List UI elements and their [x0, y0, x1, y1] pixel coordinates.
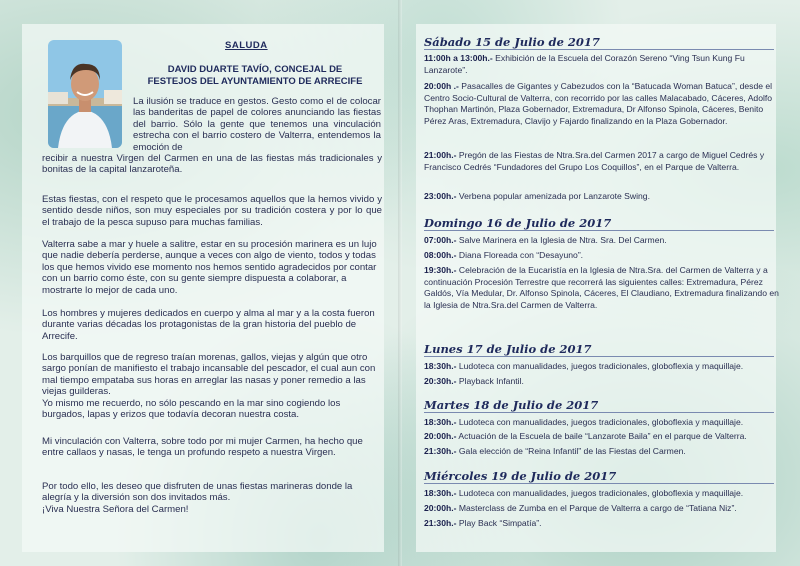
paragraph-5-part-a: Los barquillos que de regreso traían morenas, gallos, viejas y algún que otro sargo ponían de manifiesto el trabajo incansable del pescador, el cual aun con mal tiempo empataba sus horas en arreglar las nasas y poner remedio a las viejas guilderas. [42, 352, 376, 398]
schedule-item [424, 361, 780, 373]
greeting-paragraph-3: Valterra sabe a mar y huele a salitre, estar en su procesión marinera es un lujo que nadie debería perderse, aunque a veces con algo de viento, todos y todas los que hemos vivido ese momento nos hemos sentido agradecidos por contar con un barrio como éste, con su gente siempre dispuesta a colaborar, a mostrarte lo mejor de cada uno. [42, 239, 377, 296]
greeting-paragraph-6: Mi vinculación con Valterra, sobre todo por mi mujer Carmen, ha hecho que entre callaos y nasas, le tenga un profundo respeto a nuestra Virgen. [42, 436, 363, 459]
event-time: 18:30h.- [424, 361, 457, 371]
event-description: Ludoteca con manualidades, juegos tradicionales, globoflexia y maquillaje. [456, 417, 744, 427]
page-fold [398, 0, 402, 566]
event-time: 20:30h.- [424, 376, 457, 386]
schedule-item [424, 488, 780, 500]
event-description: Ludoteca con manualidades, juegos tradicionales, globoflexia y maquillaje. [456, 361, 744, 371]
event-description: Exhibición de la Escuela del Corazón Sereno “Ving Tsun Kung Fu Lanzarote”. [424, 53, 745, 75]
event-time: 07:00h.- [424, 235, 457, 245]
event-description: Ludoteca con manualidades, juegos tradicionales, globoflexia y maquillaje. [456, 488, 744, 498]
day-heading-tuesday: Martes 18 de Julio de 2017 [424, 398, 774, 413]
day-heading-sunday: Domingo 16 de Julio de 2017 [424, 216, 774, 231]
greeting-paragraph-1b: recibir a nuestra Virgen del Carmen en una de las fiestas más tradicionales y bonitas de la capital lanzaroteña. [42, 153, 382, 176]
closing-cheer: ¡Viva Nuestra Señora del Carmen! [42, 503, 189, 515]
event-time: 18:30h.- [424, 417, 457, 427]
schedule-item [424, 191, 780, 203]
event-time: 08:00h.- [424, 250, 457, 260]
event-description: Salve Marinera en la Iglesia de Ntra. Sra. Del Carmen. [456, 235, 667, 245]
day-heading-wednesday: Miércoles 19 de Julio de 2017 [424, 469, 774, 484]
event-time: 20:00h.- [424, 503, 457, 513]
event-description: Diana Floreada con “Desayuno”. [456, 250, 584, 260]
schedule-item [424, 503, 780, 515]
paragraph-5-part-b: Yo mismo me recuerdo, no sólo pescando en la mar sino cogiendo los burgados, lapas y erizos que todavía decoran nuestra costa. [42, 397, 341, 421]
event-time: 21:30h.- [424, 518, 457, 528]
event-description: Actuación de la Escuela de baile “Lanzarote Baila” en el parque de Valterra. [456, 431, 747, 441]
event-description: Pasacalles de Gigantes y Cabezudos con la “Batucada Woman Batuca”, desde el Centro Socio-Cultural de Valterra, con recorrido por las calles Malacabado, Cáceres, Adolfo Thophan Martinón, Plaza Gobernador, Extremadura, Dr Alfonso Spinola, Cáceres, Benito Pérez Aras, Extremadura, Clavijo y Fajardo finalizando en la Plaza Gobernador. [424, 81, 773, 126]
schedule-item [424, 265, 780, 311]
schedule-item [424, 235, 780, 247]
schedule-item [424, 250, 780, 262]
event-time: 18:30h.- [424, 488, 457, 498]
event-time: 21:30h.- [424, 446, 457, 456]
event-description: Playback Infantil. [456, 376, 524, 386]
schedule-item [424, 81, 780, 127]
event-description: Gala elección de “Reina Infantil” de las Fiestas del Carmen. [456, 446, 686, 456]
event-description: Masterclass de Zumba en el Parque de Valterra a cargo de “Tatiana Niz”. [456, 503, 737, 513]
event-description: Celebración de la Eucaristía en la Iglesia de Ntra.Sra. del Carmen de Valterra y a continuación Procesión Terrestre que recorrerá las siguientes calles: Extremadura, Pérez Galdós, Vía Medular, Dr. Alfonso Spinola, Cáceres, El Claudiano, Extremadura finalizando en la Iglesia de Ntra.Sra.del Carmen de Valterra. [424, 265, 779, 310]
event-description: Verbena popular amenizada por Lanzarote Swing. [456, 191, 650, 201]
event-time: 23:00h.- [424, 191, 457, 201]
event-time: 21:00h.- [424, 150, 457, 160]
schedule-item [424, 53, 780, 76]
schedule-item [424, 431, 780, 443]
greeting-paragraph-7 [42, 481, 382, 515]
schedule-item [424, 376, 780, 388]
schedule-item [424, 518, 780, 530]
event-description: Pregón de las Fiestas de Ntra.Sra.del Carmen 2017 a cargo de Miguel Cedrés y Francisco Cedrés “Fundadores del Grupo Los Coquillos”, en el Parque de Valterra. [424, 150, 765, 172]
event-description: Play Back “Simpatía”. [456, 518, 542, 528]
author-title-line-2: FESTEJOS DEL AYUNTAMIENTO DE ARRECIFE [147, 76, 363, 87]
schedule-item [424, 417, 780, 429]
closing-text: Por todo ello, les deseo que disfruten de unas fiestas marineras donde la alegría y la diversión son dos invitados más. [42, 481, 353, 504]
author-portrait [48, 40, 122, 148]
day-heading-monday: Lunes 17 de Julio de 2017 [424, 342, 774, 357]
day-heading-saturday: Sábado 15 de Julio de 2017 [424, 35, 774, 50]
event-time: 19:30h.- [424, 265, 457, 275]
greeting-paragraph-2: Estas fiestas, con el respeto que le procesamos aquellos que la hemos vivido y sentido desde niños, son muy especiales por su tradición costera y por lo que el trabajo de la pesca supuso para muchas familias. [42, 194, 382, 228]
author-title-line-1: DAVID DUARTE TAVÍO, CONCEJAL DE [167, 64, 343, 75]
schedule-item [424, 446, 780, 458]
event-time: 11:00h a 13:00h.- [424, 53, 493, 63]
event-time: 20:00h .- [424, 81, 459, 91]
greeting-paragraph-5 [42, 352, 382, 420]
saluda-heading: SALUDA [225, 40, 268, 51]
event-time: 20:00h.- [424, 431, 457, 441]
greeting-paragraph-4: Los hombres y mujeres dedicados en cuerpo y alma al mar y a la costa fueron durante varias décadas los protagonistas de la gran historia del pueblo de Arrecife. [42, 308, 375, 342]
schedule-item [424, 150, 780, 173]
greeting-paragraph-1a: La ilusión se traduce en gestos. Gesto como el de colocar las banderitas de papel de colores anunciando las fiestas del barrio. Sólo la gente que tenemos una vinculación estrecha con el barrio costero de Valterra, entendemos la emoción de [133, 96, 381, 153]
